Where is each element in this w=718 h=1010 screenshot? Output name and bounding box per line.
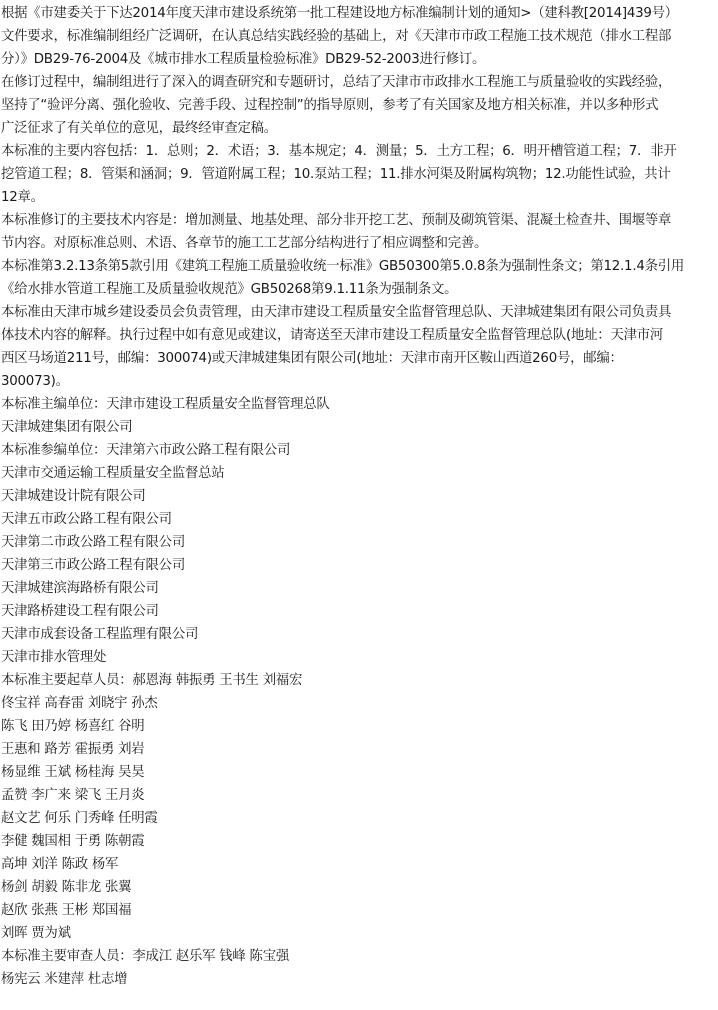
- text-line: 本标准主编单位：天津市建设工程质量安全监督管理总队: [1, 397, 330, 412]
- text-line: 天津城建设计院有限公司: [1, 489, 146, 504]
- text-line: 文件要求，标准编制组经广泛调研，在认真总结实践经验的基础上，对《天津市市政工程施工技术规范（排水工程部: [1, 29, 672, 44]
- text-line: 天津市交通运输工程质量安全监督总站: [1, 466, 225, 481]
- text-line: 孟赞 李广来 梁飞 王月炎: [1, 788, 145, 803]
- text-line: 300073)。: [1, 374, 69, 389]
- text-line: 本标准修订的主要技术内容是：增加测量、地基处理、部分非开挖工艺、预制及砌筑管渠、混凝土检查井、围堰等章: [1, 213, 672, 228]
- text-line: 在修订过程中，编制组进行了深入的调查研究和专题研讨，总结了天津市市政排水工程施工与质量验收的实践经验，: [1, 75, 672, 90]
- text-line: 杨显维 王斌 杨桂海 吴昊: [1, 765, 145, 780]
- text-line: 本标准参编单位：天津第六市政公路工程有限公司: [1, 443, 291, 458]
- text-line: 本标准由天津市城乡建设委员会负责管理，由天津市建设工程质量安全监督管理总队、天津城建集团有限公司负责具: [1, 305, 672, 320]
- text-line: 体技术内容的解释。执行过程中如有意见或建议，请寄送至天津市建设工程质量安全监督管理总队(地址：天津市河: [1, 328, 664, 343]
- text-line: 本标准主要审查人员：李成江 赵乐军 钱峰 陈宝强: [1, 949, 289, 964]
- text-line: 赵文艺 何乐 门秀峰 任明霞: [1, 811, 158, 826]
- text-line: 李健 魏国相 于勇 陈朝霞: [1, 834, 145, 849]
- text-line: 挖管道工程；8．管渠和涵洞；9．管道附属工程；10.泵站工程；11.排水河渠及附属构筑物；12.功能性试验，共计: [1, 167, 671, 182]
- text-line: 12章。: [1, 190, 44, 205]
- text-line: 赵欣 张燕 王彬 郑国福: [1, 903, 132, 918]
- text-line: 天津城建滨海路桥有限公司: [1, 581, 159, 596]
- text-line: 佟宝祥 高春雷 刘晓宇 孙杰: [1, 696, 158, 711]
- text-line: 分）》DB29-76-2004及《城市排水工程质量检验标准》DB29-52-2003进行修订。: [1, 52, 486, 67]
- text-line: 根据《市建委关于下达2014年度天津市建设系统第一批工程建设地方标准编制计划的通知>（建科教[2014]439号）: [1, 6, 678, 21]
- text-line: 天津路桥建设工程有限公司: [1, 604, 159, 619]
- text-line: 天津五市政公路工程有限公司: [1, 512, 172, 527]
- text-line: 本标准的主要内容包括：1．总则；2．术语；3．基本规定；4．测量；5．土方工程；6．明开槽管道工程；7．非开: [1, 144, 677, 159]
- text-line: 天津城建集团有限公司: [1, 420, 133, 435]
- text-line: 天津市排水管理处: [1, 650, 107, 665]
- text-line: 杨宪云 米建萍 杜志增: [1, 972, 128, 987]
- text-line: 节内容。对原标准总则、术语、各章节的施工工艺部分结构进行了相应调整和完善。: [1, 236, 488, 251]
- text-line: 坚持了“验评分离、强化验收、完善手段、过程控制”的指导原则，参考了有关国家及地方相关标准，并以多种形式: [1, 98, 659, 113]
- text-line: 西区马场道211号，邮编：300074)或天津城建集团有限公司(地址：天津市南开区鞍山西道260号，邮编：: [1, 351, 623, 366]
- text-line: 天津第二市政公路工程有限公司: [1, 535, 185, 550]
- text-line: 陈飞 田乃婷 杨喜红 谷明: [1, 719, 145, 734]
- text-line: 《给水排水管道工程施工及质量验收规范》GB50268第9.1.11条为强制条文。: [1, 282, 458, 297]
- text-line: 天津第三市政公路工程有限公司: [1, 558, 185, 573]
- text-line: 本标准第3.2.13条第5款引用《建筑工程施工质量验收统一标准》GB50300第5.0.8条为强制性条文；第12.1.4条引用: [1, 259, 685, 274]
- text-line: 本标准主要起草人员：郝恩海 韩振勇 王书生 刘福宏: [1, 673, 303, 688]
- text-line: 高坤 刘洋 陈政 杨军: [1, 857, 119, 872]
- text-line: 广泛征求了有关单位的意见，最终经审查定稿。: [1, 121, 277, 136]
- text-line: 刘晖 贾为斌: [1, 926, 71, 941]
- text-line: 天津市成套设备工程监理有限公司: [1, 627, 199, 642]
- text-line: 王惠和 路芳 霍振勇 刘岩: [1, 742, 145, 757]
- text-line: 杨剑 胡毅 陈非龙 张翼: [1, 880, 132, 895]
